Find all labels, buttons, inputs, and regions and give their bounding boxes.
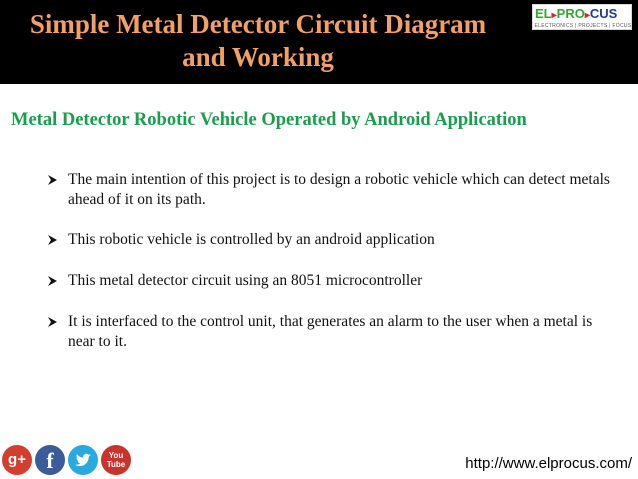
facebook-icon[interactable] [35, 445, 65, 475]
logo-el-text: EL [535, 6, 552, 21]
youtube-icon[interactable] [101, 445, 131, 475]
bullet-text: It is interfaced to the control unit, that generates an alarm to the user when a metal is near to it. [68, 313, 593, 350]
slide-subtitle: Metal Detector Robotic Vehicle Operated by Android Application [11, 110, 527, 130]
facebook-label: f [46, 448, 54, 473]
logo-arrow-icon: ▸ [584, 10, 590, 21]
arrow-bullet-icon [46, 271, 62, 291]
slide-title-line-1: Simple Metal Detector Circuit Diagram [29, 9, 487, 39]
bullet-item [46, 170, 616, 210]
google-plus-label: g+ [8, 451, 26, 468]
youtube-label-top: You [108, 451, 124, 460]
logo-pro-text: PRO [556, 6, 585, 21]
google-plus-icon[interactable] [2, 445, 32, 475]
bullet-item [46, 271, 616, 291]
youtube-label-bottom: Tube [106, 460, 126, 469]
logo-tagline: ELECTRONICS | PROJECTS | FOCUS [534, 23, 632, 29]
bullet-item [46, 230, 616, 250]
logo-cus-text: CUS [589, 6, 618, 21]
arrow-bullet-icon [46, 170, 62, 190]
twitter-icon[interactable] [68, 445, 98, 475]
twitter-bird-icon [68, 445, 98, 475]
bullet-item [46, 312, 616, 352]
bullet-text: This metal detector circuit using an 8051 microcontroller [68, 272, 423, 289]
arrow-bullet-icon [46, 230, 62, 250]
bullet-text: This robotic vehicle is controlled by an android application [68, 231, 435, 248]
logo-wordmark [535, 5, 631, 22]
arrow-bullet-icon [46, 312, 62, 332]
bullet-text: The main intention of this project is to design a robotic vehicle which can detect metals ahead of it on its path. [68, 171, 610, 208]
logo-arrow-icon: ▸ [551, 10, 557, 21]
slide-title-line-2: and Working [182, 42, 334, 72]
bullet-list [46, 170, 616, 352]
footer-url-link[interactable]: http://www.elprocus.com/ [465, 455, 632, 472]
elprocus-logo[interactable] [532, 4, 632, 30]
slide-title [8, 8, 508, 74]
